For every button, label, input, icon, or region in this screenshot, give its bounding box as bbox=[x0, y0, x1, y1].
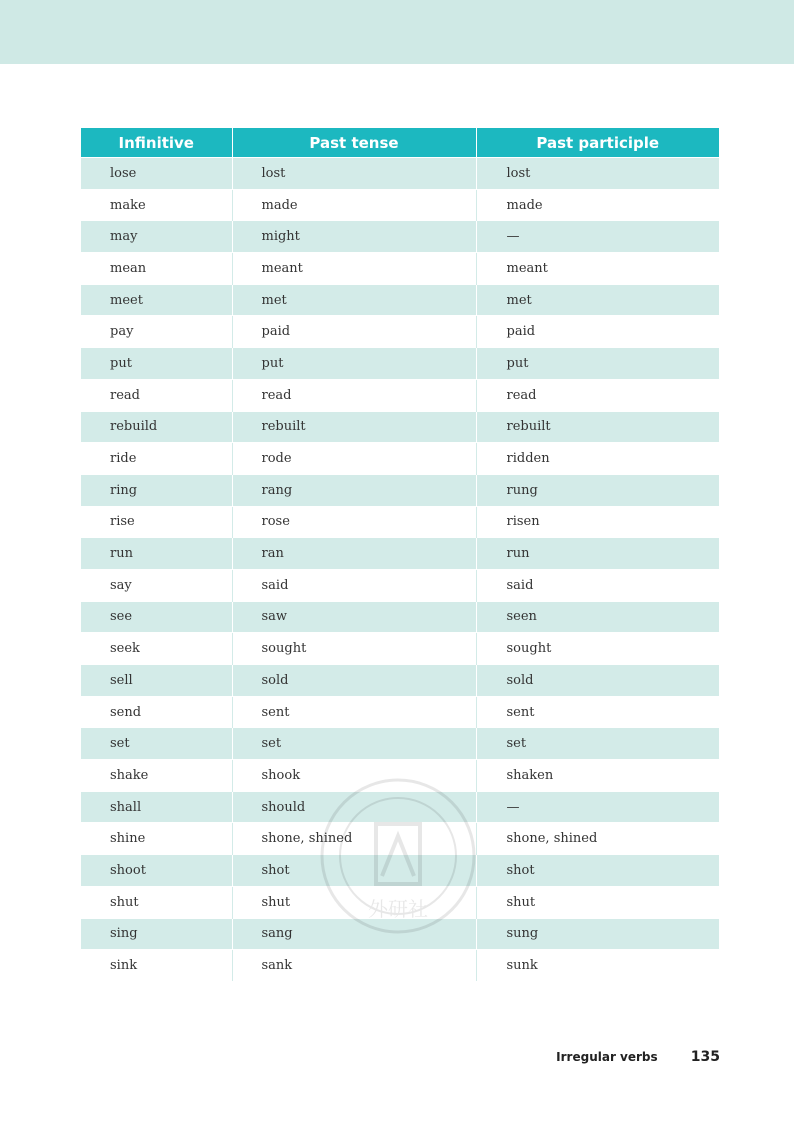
watermark-text: 外研社 bbox=[368, 897, 428, 921]
infinitive-cell: shall bbox=[81, 791, 232, 823]
past-tense-cell: sought bbox=[232, 633, 476, 665]
table-row bbox=[81, 474, 719, 506]
infinitive-cell: put bbox=[81, 348, 232, 380]
infinitive-cell: rise bbox=[81, 506, 232, 538]
participle-cell: sought bbox=[476, 633, 719, 665]
participle-cell: read bbox=[476, 379, 719, 411]
page-number: 135 bbox=[690, 1049, 720, 1065]
infinitive-cell: sell bbox=[81, 665, 232, 697]
table-row bbox=[81, 665, 719, 697]
infinitive-cell: send bbox=[81, 696, 232, 728]
top-header-band bbox=[0, 0, 794, 64]
infinitive-cell: run bbox=[81, 538, 232, 570]
table-row bbox=[81, 506, 719, 538]
past-tense-cell: sent bbox=[232, 696, 476, 728]
page-footer bbox=[556, 1046, 720, 1065]
past-tense-cell: should bbox=[232, 791, 476, 823]
infinitive-cell: meet bbox=[81, 284, 232, 316]
participle-cell: paid bbox=[476, 316, 719, 348]
past-tense-cell: shut bbox=[232, 886, 476, 918]
table-row bbox=[81, 158, 719, 190]
participle-cell: said bbox=[476, 569, 719, 601]
participle-cell: shut bbox=[476, 886, 719, 918]
table-row bbox=[81, 221, 719, 253]
past-tense-cell: made bbox=[232, 189, 476, 221]
participle-cell: sold bbox=[476, 665, 719, 697]
table-row bbox=[81, 538, 719, 570]
infinitive-cell: shine bbox=[81, 823, 232, 855]
participle-cell: lost bbox=[476, 158, 719, 190]
past-tense-cell: shook bbox=[232, 760, 476, 792]
infinitive-cell: shut bbox=[81, 886, 232, 918]
past-tense-cell: rode bbox=[232, 443, 476, 475]
infinitive-cell: make bbox=[81, 189, 232, 221]
infinitive-cell: shake bbox=[81, 760, 232, 792]
table-row bbox=[81, 348, 719, 380]
infinitive-cell: read bbox=[81, 379, 232, 411]
past-tense-cell: said bbox=[232, 569, 476, 601]
participle-cell: put bbox=[476, 348, 719, 380]
participle-cell: met bbox=[476, 284, 719, 316]
table-row bbox=[81, 950, 719, 981]
table-row bbox=[81, 569, 719, 601]
past-tense-cell: met bbox=[232, 284, 476, 316]
table-row bbox=[81, 728, 719, 760]
table-row bbox=[81, 379, 719, 411]
table-row bbox=[81, 696, 719, 728]
table-row bbox=[81, 411, 719, 443]
participle-cell: risen bbox=[476, 506, 719, 538]
infinitive-cell: say bbox=[81, 569, 232, 601]
participle-cell: sunk bbox=[476, 950, 719, 981]
infinitive-cell: ring bbox=[81, 474, 232, 506]
table-header-row bbox=[81, 128, 719, 158]
infinitive-cell: sink bbox=[81, 950, 232, 981]
infinitive-cell: set bbox=[81, 728, 232, 760]
past-tense-cell: shone, shined bbox=[232, 823, 476, 855]
past-tense-cell: shot bbox=[232, 855, 476, 887]
infinitive-cell: pay bbox=[81, 316, 232, 348]
publisher-seal-icon bbox=[318, 776, 478, 936]
participle-cell: shaken bbox=[476, 760, 719, 792]
participle-cell: — bbox=[476, 221, 719, 253]
past-tense-cell: sang bbox=[232, 918, 476, 950]
infinitive-cell: sing bbox=[81, 918, 232, 950]
past-tense-cell: rose bbox=[232, 506, 476, 538]
infinitive-cell: shoot bbox=[81, 855, 232, 887]
participle-cell: run bbox=[476, 538, 719, 570]
past-tense-cell: read bbox=[232, 379, 476, 411]
past-tense-cell: sank bbox=[232, 950, 476, 981]
past-tense-cell: rebuilt bbox=[232, 411, 476, 443]
table-row bbox=[81, 284, 719, 316]
infinitive-cell: lose bbox=[81, 158, 232, 190]
participle-cell: rebuilt bbox=[476, 411, 719, 443]
infinitive-cell: see bbox=[81, 601, 232, 633]
past-tense-cell: might bbox=[232, 221, 476, 253]
participle-cell: rung bbox=[476, 474, 719, 506]
past-tense-cell: sold bbox=[232, 665, 476, 697]
table-row bbox=[81, 633, 719, 665]
participle-cell: shot bbox=[476, 855, 719, 887]
participle-cell: set bbox=[476, 728, 719, 760]
table-row bbox=[81, 601, 719, 633]
infinitive-cell: seek bbox=[81, 633, 232, 665]
past-tense-cell: meant bbox=[232, 253, 476, 285]
past-tense-cell: ran bbox=[232, 538, 476, 570]
table-row bbox=[81, 253, 719, 285]
participle-cell: shone, shined bbox=[476, 823, 719, 855]
table-row bbox=[81, 189, 719, 221]
participle-cell: sung bbox=[476, 918, 719, 950]
participle-cell: sent bbox=[476, 696, 719, 728]
infinitive-cell: ride bbox=[81, 443, 232, 475]
past-tense-cell: paid bbox=[232, 316, 476, 348]
header-past-participle: Past participle bbox=[476, 128, 719, 158]
past-tense-cell: saw bbox=[232, 601, 476, 633]
header-infinitive: Infinitive bbox=[81, 128, 232, 158]
past-tense-cell: rang bbox=[232, 474, 476, 506]
table-row bbox=[81, 443, 719, 475]
header-past-tense: Past tense bbox=[232, 128, 476, 158]
participle-cell: made bbox=[476, 189, 719, 221]
past-tense-cell: put bbox=[232, 348, 476, 380]
footer-section-name: Irregular verbs bbox=[556, 1050, 658, 1064]
infinitive-cell: mean bbox=[81, 253, 232, 285]
participle-cell: ridden bbox=[476, 443, 719, 475]
infinitive-cell: may bbox=[81, 221, 232, 253]
past-tense-cell: set bbox=[232, 728, 476, 760]
participle-cell: seen bbox=[476, 601, 719, 633]
past-tense-cell: lost bbox=[232, 158, 476, 190]
table-row bbox=[81, 316, 719, 348]
infinitive-cell: rebuild bbox=[81, 411, 232, 443]
participle-cell: meant bbox=[476, 253, 719, 285]
participle-cell: — bbox=[476, 791, 719, 823]
